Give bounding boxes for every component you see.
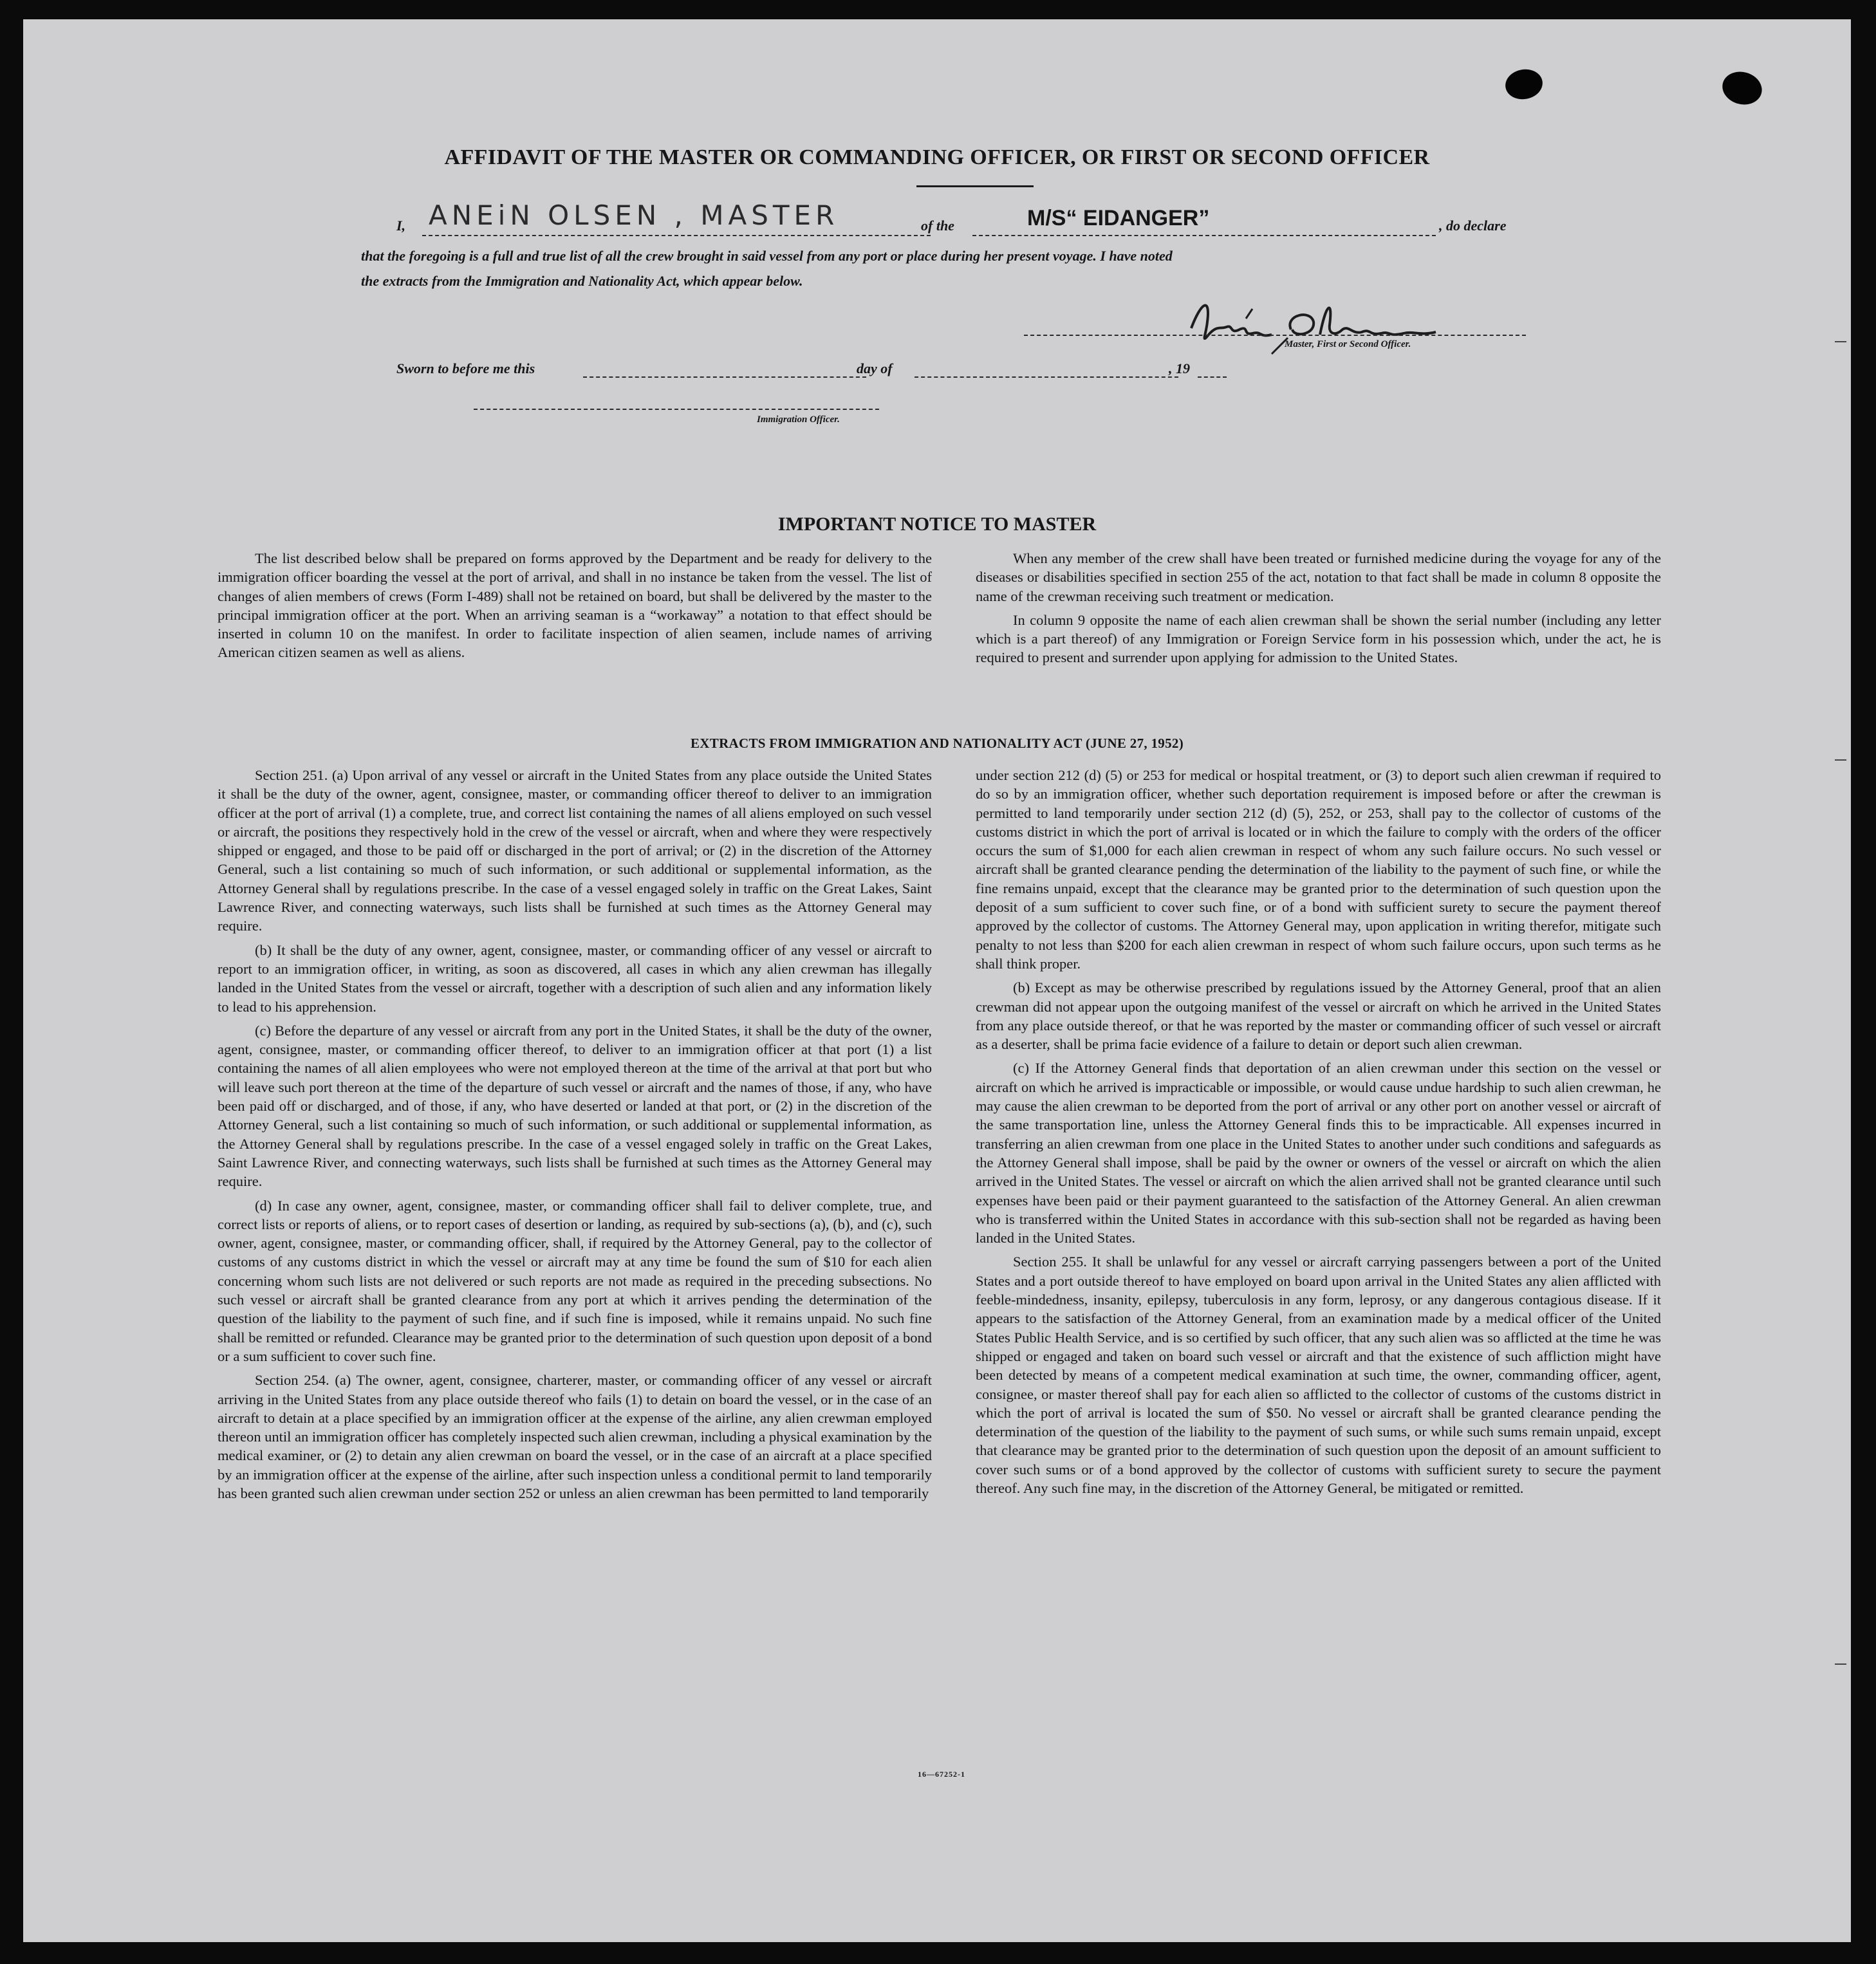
declaration-line-2: that the foregoing is a full and true list of all the crew brought in said vessel from any port or place during her present voyage. I have noted	[361, 248, 1173, 264]
margin-mark	[1835, 1663, 1846, 1665]
year-label: , 19	[1169, 360, 1190, 376]
signature-line	[1024, 335, 1526, 336]
vessel-line	[972, 235, 1436, 236]
notice-right-paragraph: When any member of the crew shall have been treated or furnished medicine during the voyage for any of the diseases or disabilities specified in section 255 of the act, notation to that fact shall be made in column 8 opposite the name of the crewman receiving such treatment or medication.	[976, 550, 1661, 604]
sworn-label: Sworn to before me this	[396, 360, 535, 376]
section-254-a-cont: under section 212 (d) (5) or 253 for medical or hospital treatment, or (3) to deport such alien crewman if required to do so by an immigration officer, whether such deportation requirement is imposed before or after the crewman is permitted to land temporarily under section 212 (d) (5), 252, or 253, shall pay to the collector of customs of the customs district in which the port of arrival is located or in which the failure to comply with the orders of the officer occurs the sum of $1,000 for each alien crewman in respect of whom any such failure occurs. No such vessel or aircraft shall be granted clearance pending the determination of the liability to the payment of such fine, or while the fine remains unpaid, except that the clearance may be granted prior to the determination of such question upon the deposit of a sum sufficient to cover such fine, or of a bond with sufficient surety to secure the payment thereof approved by the collector of customs. The Attorney General may, upon application in writing therefor, mitigate such penalty to not less than $200 for each alien crewman in respect of whom such failure occurs, upon such terms as he shall think proper.	[976, 767, 1661, 972]
year-line	[1198, 376, 1227, 378]
affidavit-title: AFFIDAVIT OF THE MASTER OR COMMANDING OFFICER, OR FIRST OR SECOND OFFICER	[444, 145, 1430, 169]
extracts-right-column	[976, 766, 1661, 1503]
margin-mark	[1835, 759, 1846, 761]
do-declare-label: , do declare	[1439, 218, 1507, 234]
extracts-title: EXTRACTS FROM IMMIGRATION AND NATIONALITY ACT (JUNE 27, 1952)	[691, 736, 1184, 751]
notice-title: IMPORTANT NOTICE TO MASTER	[777, 514, 1097, 535]
name-line	[422, 235, 931, 236]
document-page	[23, 19, 1851, 1942]
section-251-a: Section 251. (a) Upon arrival of any vessel or aircraft in the United States from any place outside the United States it shall be the duty of the owner, agent, consignee, master, or commanding officer thereof to deliver to an immigration officer at the port of arrival (1) a complete, true, and correct list containing the names of all aliens employed on such vessel or aircraft, the positions they respectively hold in the crew of the vessel or aircraft, when and where they were respectively shipped or engaged, and those to be paid off or discharged in the port of arrival; or (2) in the discretion of the Attorney General, such a list containing so much of such information, or such additional or supplemental information, as the Attorney General shall by regulations prescribe. In the case of a vessel engaged solely in traffic on the Great Lakes, Saint Lawrence River, and connecting waterways, such lists shall be furnished at such times as the Attorney General may require.	[218, 767, 932, 934]
handwritten-name: ANEiN OLSEN , MASTER	[429, 199, 839, 231]
vessel-name: M/S“ EIDANGER”	[1027, 206, 1210, 230]
notice-left-column	[218, 549, 932, 667]
section-255: Section 255. It shall be unlawful for any vessel or aircraft carrying passengers between a port of the United States and a port outside thereof to have employed on board upon arrival in the United States any alien afflicted with feeble-mindedness, insanity, epilepsy, tuberculosis in any form, leprosy, or any dangerous contagious disease. If it appears to the satisfaction of the Attorney General, from an examination made by a medical officer of the United States Public Health Service, and is so certified by such officer, that any such alien was so afflicted at the time he was shipped or engaged and taken on board such vessel or aircraft and that the existence of such affliction might have been detected by means of a competent medical examination at such time, the owner, commanding officer, agent, consignee, or master thereof shall pay for each alien so afflicted to the collector of customs of the customs district in which the port of arrival is located the sum of $50. No vessel or aircraft shall be granted clearance pending the determination of the question of the liability to the payment of such sums, or while such sums remain unpaid, except that clearance may be granted prior to the determination of such question upon the deposit of an amount sufficient to cover such sums or of a bond approved by the collector of customs with sufficient surety to secure the payment thereof. Any such fine may, in the discretion of the Attorney General, be mitigated or remitted.	[976, 1254, 1661, 1496]
day-of-label: day of	[857, 360, 893, 376]
section-254-b: (b) Except as may be otherwise prescribed by regulations issued by the Attorney General, proof that an alien crewman did not appear upon the outgoing manifest of the vessel or aircraft on which he arrived in the United States from any place outside thereof, or that he was reported by the master or commanding officer of such vessel or aircraft as a deserter, shall be prima facie evidence of a failure to detain or deport such alien crewman.	[976, 979, 1661, 1053]
month-line	[915, 376, 1178, 378]
form-code: 16—67252-1	[918, 1770, 965, 1779]
notice-left-paragraph: The list described below shall be prepared on forms approved by the Department and be ready for delivery to the immigration officer boarding the vessel at the port of arrival, and shall in no instance be taken from the vessel. The list of changes of alien members of crews (Form I-489) shall not be retained on board, but shall be delivered by the master to the principal immigration officer at the port. When an arriving seaman is a “workaway” a notation to that effect should be inserted in column 10 on the manifest. In order to facilitate inspection of alien seamen, include names of arriving American citizen seamen as well as aliens.	[218, 550, 932, 661]
margin-mark	[1835, 341, 1846, 342]
immigration-officer-label: Immigration Officer.	[757, 414, 840, 425]
notice-right-paragraph: In column 9 opposite the name of each alien crewman shall be shown the serial number (including any letter which is a part thereof) of any Immigration or Foreign Service form in his possession which, under the act, he is required to present and surrender upon applying for admission to the United States.	[976, 611, 1661, 666]
notice-right-column	[976, 549, 1661, 672]
extracts-left-column	[218, 766, 932, 1508]
of-the-label: of the	[921, 218, 954, 234]
section-251-d: (d) In case any owner, agent, consignee, master, or commanding officer shall fail to deliver complete, true, and correct lists or reports of aliens, or to report cases of desertion or landing, as required by sub-sections (a), (b), and (c), such owner, agent, consignee, master, or commanding officer, shall, if required by the Attorney General, pay to the collector of customs of any customs district in which the vessel or aircraft may at any time be found the sum of $10 for each alien concerning whom such lists are not delivered or such reports are not made as required in the preceding subsections. No such vessel or aircraft shall be granted clearance from any port at which it arrives pending the determination of the question of the liability to the payment of such fine, and if such fine is imposed, while it remains unpaid. No such fine shall be remitted or refunded. Clearance may be granted prior to the determination of such question upon deposit of a bond or a sum sufficient to cover such fine.	[218, 1197, 932, 1364]
section-254-a: Section 254. (a) The owner, agent, consignee, charterer, master, or commanding officer of any vessel or aircraft arriving in the United States from any place outside thereof who fails (1) to detain on board the vessel, or in the case of an aircraft to detain at a place specified by an immigration officer at the expense of the airline, any alien crewman employed thereon until an immigration officer has completely inspected such alien crewman, including a physical examination by the medical examiner, or (2) to detain any alien crewman on board the vessel, or in the case of an aircraft at a place specified by an immigration officer at the expense of the airline, after such inspection unless a conditional permit to land temporarily has been granted such alien crewman under section 252 or unless an alien crewman has been permitted to land temporarily	[218, 1372, 932, 1501]
sworn-day-line	[583, 376, 866, 378]
title-divider	[916, 185, 1034, 187]
section-251-b: (b) It shall be the duty of any owner, agent, consignee, master, or commanding officer of any vessel or aircraft to report to an immigration officer, in writing, as soon as discovered, all cases in which any alien crewman has illegally landed in the United States from the vessel or aircraft, together with a description of such alien and any information likely to lead to his apprehension.	[218, 941, 932, 1015]
declaration-line-3: the extracts from the Immigration and Nationality Act, which appear below.	[361, 273, 803, 289]
punch-hole	[1719, 68, 1766, 109]
i-label: I,	[396, 218, 406, 234]
immigration-officer-line	[474, 409, 879, 410]
section-254-c: (c) If the Attorney General finds that deportation of an alien crewman under this section on the vessel or aircraft on which he arrived is impracticable or impossible, or would cause undue hardship to such alien crewman, he may cause the alien crewman to be deported from the port of arrival or any other port on another vessel or aircraft of the same transportation line, unless the Attorney General finds this to be impracticable. All expenses incurred in transferring an alien crewman from one place in the United States to another under such conditions and safeguards as the Attorney General shall impose, shall be paid by the owner or owners of the vessel or aircraft on which the alien arrived in the United States. The vessel or aircraft on which the alien arrived shall not be granted clearance until such expenses have been paid or their payment guaranteed to the satisfaction of the Attorney General. An alien crewman who is transferred within the United States in accordance with this sub-section shall not be regarded as having been landed in the United States.	[976, 1060, 1661, 1246]
signature-label: Master, First or Second Officer.	[1285, 339, 1411, 349]
section-251-c: (c) Before the departure of any vessel or aircraft from any port in the United States, it shall be the duty of the owner, agent, consignee, master, or commanding officer thereof, to deliver to an immigration officer at that port (1) a list containing the names of all alien employees who were not employed thereon at the time of the arrival at that port but who will leave such port thereon at the time of the departure of such vessel or aircraft and the names of those, if any, who have been paid off or discharged, and of those, if any, who have deserted or landed at that port, or (2) in the discretion of the Attorney General, such a list containing so much of such information, or such additional or supplemental information, as the Attorney General shall by regulations prescribe. In the case of a vessel engaged solely in traffic on the Great Lakes, Saint Lawrence River, and connecting waterways, such lists shall be furnished at such times as the Attorney General may require.	[218, 1022, 932, 1190]
punch-hole	[1503, 66, 1545, 102]
